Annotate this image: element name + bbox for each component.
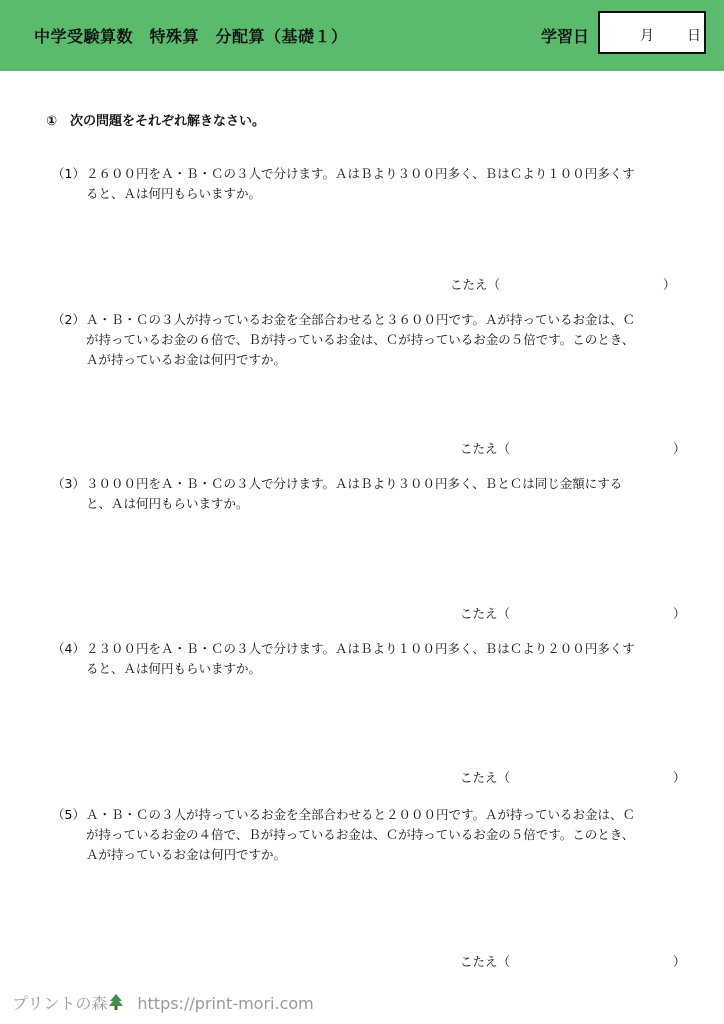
problem-number: （4） (52, 641, 85, 656)
problem-4 (52, 639, 682, 679)
answer-line-5[interactable] (460, 952, 686, 970)
answer-label: こたえ（ (460, 441, 511, 456)
problem-3 (52, 474, 682, 514)
problem-text: ２６００円をＡ・Ｂ・Ｃの３人で分けます。ＡはＢより３００円多く、ＢはＣより１００円多くす ると、Ａは何円もらいますか。 (86, 166, 635, 201)
answer-label: こたえ（ (460, 606, 511, 621)
answer-close-paren: ） (673, 441, 686, 456)
problem-number: （2） (52, 312, 85, 327)
answer-close-paren: ） (673, 770, 686, 785)
problem-number: （1） (52, 166, 85, 181)
day-label: 日 (687, 28, 701, 44)
answer-line-4[interactable] (460, 768, 686, 786)
problem-2 (52, 310, 682, 370)
answer-close-paren: ） (663, 277, 676, 292)
worksheet-title: 中学受験算数 特殊算 分配算（基礎１） (34, 27, 348, 46)
answer-line-2[interactable] (460, 439, 686, 457)
header-bar (0, 0, 724, 71)
answer-label: こたえ（ (450, 277, 501, 292)
problem-text: ２３００円をＡ・Ｂ・Ｃの３人で分けます。ＡはＢより１００円多く、ＢはＣより２００円多くす ると、Ａは何円もらいますか。 (86, 641, 635, 676)
problem-text: Ａ・Ｂ・Ｃの３人が持っているお金を全部合わせると２０００円です。Ａが持っているお金は、Ｃ が持っているお金の４倍で、Ｂが持っているお金は、Ｃが持っているお金の５倍です。このとき、 Ａが持っているお金は何円ですか。 (86, 807, 636, 862)
site-url[interactable]: https://print-mori.com (137, 994, 314, 1013)
answer-close-paren: ） (673, 954, 686, 969)
answer-label: こたえ（ (460, 770, 511, 785)
answer-label: こたえ（ (460, 954, 511, 969)
study-date-box[interactable] (598, 11, 706, 54)
footer (12, 991, 314, 1014)
answer-close-paren: ） (673, 606, 686, 621)
problem-number: （5） (52, 807, 85, 822)
answer-line-3[interactable] (460, 604, 686, 622)
study-date-label: 学習日 (541, 27, 590, 46)
month-label: 月 (640, 28, 654, 44)
section-instruction: ① 次の問題をそれぞれ解きなさい。 (46, 114, 266, 129)
problem-number: （3） (52, 476, 85, 491)
site-name: プリントの森 (12, 994, 108, 1013)
problem-text: ３０００円をＡ・Ｂ・Ｃの３人で分けます。ＡはＢより３００円多く、ＢとＣは同じ金額にする と、Ａは何円もらいますか。 (86, 476, 623, 511)
problem-text: Ａ・Ｂ・Ｃの３人が持っているお金を全部合わせると３６００円です。Ａが持っているお金は、Ｃ が持っているお金の６倍で、Ｂが持っているお金は、Ｃが持っているお金の５倍です。このとき、 Ａが持っているお金は何円ですか。 (86, 312, 636, 367)
problem-5 (52, 805, 682, 865)
answer-line-1[interactable] (450, 275, 676, 293)
tree-icon (109, 994, 123, 1014)
problem-1 (52, 164, 682, 204)
